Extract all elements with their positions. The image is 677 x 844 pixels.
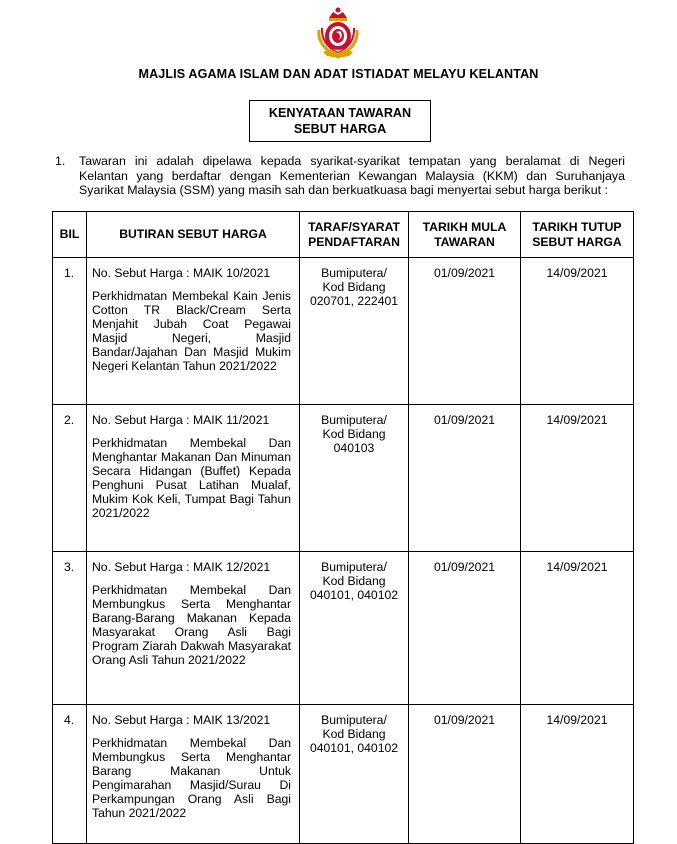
header-tarikh-tutup: TARIKH TUTUP SEBUT HARGA — [521, 212, 634, 258]
row-taraf-line: 040103 — [333, 441, 375, 455]
intro-paragraph — [55, 154, 625, 198]
row-taraf-line: 040101, 040102 — [309, 741, 399, 755]
row-description: Perkhidmatan Membekal Dan Membungkus Serta Menghantar Barang-Barang Makanan Kepada Masyarakat Orang Asli Bagi Program Ziarah Dakwah Masyarakat Orang Asli Tahun 2021/2022 — [92, 583, 291, 667]
row-ref: No. Sebut Harga : MAIK 12/2021 — [92, 560, 271, 574]
quotation-table — [52, 211, 634, 844]
row-ref: No. Sebut Harga : MAIK 13/2021 — [92, 713, 271, 727]
row-butiran — [87, 705, 300, 844]
row-tarikh-tutup: 14/09/2021 — [521, 258, 634, 405]
row-tarikh-mula: 01/09/2021 — [409, 258, 521, 405]
row-taraf-line: Bumiputera/ — [321, 413, 387, 427]
document-title-line2: SEBUT HARGA — [293, 122, 387, 136]
row-taraf — [300, 405, 409, 552]
row-taraf-line: Kod Bidang — [322, 280, 386, 294]
document-title-line1: KENYATAAN TAWARAN — [268, 106, 412, 120]
row-description: Perkhidmatan Membekal Dan Membungkus Serta Menghantar Barang Makanan Untuk Pengimarahan Masjid/Surau Di Perkampungan Orang Asli Bagi Tahun 2021/2022 — [92, 736, 291, 820]
header-tarikh-mula: TARIKH MULA TAWARAN — [409, 212, 521, 258]
row-butiran — [87, 258, 300, 405]
row-taraf — [300, 705, 409, 844]
row-taraf-line: Bumiputera/ — [321, 560, 387, 574]
row-tarikh-mula: 01/09/2021 — [409, 705, 521, 844]
row-taraf-line: 040101, 040102 — [309, 588, 399, 602]
row-ref: No. Sebut Harga : MAIK 10/2021 — [92, 266, 271, 280]
row-bil: 2. — [53, 405, 87, 552]
document-title-box — [249, 100, 431, 142]
row-taraf-line: Kod Bidang — [322, 727, 386, 741]
row-bil: 1. — [53, 258, 87, 405]
intro-line-1: Tawaran ini adalah dipelawa kepada syarikat-syarikat tempatan yang beralamat di Negeri — [79, 154, 625, 168]
row-taraf-line: Bumiputera/ — [321, 713, 387, 727]
intro-line-3: Syarikat Malaysia (SSM) yang masih sah dan berkuatkuasa bagi menyertai sebut harga berikut : — [79, 183, 608, 197]
table-row — [53, 405, 634, 552]
row-butiran — [87, 552, 300, 705]
row-ref: No. Sebut Harga : MAIK 11/2021 — [92, 413, 270, 427]
row-tarikh-tutup: 14/09/2021 — [521, 552, 634, 705]
organization-name: MAJLIS AGAMA ISLAM DAN ADAT ISTIADAT MELAYU KELANTAN — [138, 67, 539, 81]
row-taraf — [300, 552, 409, 705]
table-row — [53, 258, 634, 405]
table-row — [53, 552, 634, 705]
row-taraf-line: 020701, 222401 — [309, 294, 399, 308]
row-tarikh-mula: 01/09/2021 — [409, 405, 521, 552]
row-butiran — [87, 405, 300, 552]
table-header-row — [53, 212, 634, 258]
header-taraf: TARAF/SYARAT PENDAFTARAN — [300, 212, 409, 258]
row-description: Perkhidmatan Membekal Kain Jenis Cotton TR Black/Cream Serta Menjahit Jubah Coat Pegawai Masjid Negeri, Masjid Bandar/Jajahan Dan Masjid Mukim Negeri Kelantan Tahun 2021/2022 — [92, 289, 291, 373]
crest-logo-icon — [309, 6, 367, 60]
header-bil: BIL — [53, 212, 87, 258]
row-tarikh-tutup: 14/09/2021 — [521, 405, 634, 552]
row-bil: 4. — [53, 705, 87, 844]
row-tarikh-tutup: 14/09/2021 — [521, 705, 634, 844]
row-description: Perkhidmatan Membekal Dan Menghantar Makanan Dan Minuman Secara Hidangan (Buffet) Kepada Penghuni Pusat Latihan Mualaf, Mukim Kok Keli, Tumpat Bagi Tahun 2021/2022 — [92, 436, 291, 520]
row-taraf-line: Kod Bidang — [322, 427, 386, 441]
table-row — [53, 705, 634, 844]
row-bil: 3. — [53, 552, 87, 705]
row-taraf-line: Bumiputera/ — [321, 266, 387, 280]
header-butiran: BUTIRAN SEBUT HARGA — [87, 212, 300, 258]
row-taraf — [300, 258, 409, 405]
intro-number: 1. — [55, 154, 66, 168]
row-tarikh-mula: 01/09/2021 — [409, 552, 521, 705]
row-taraf-line: Kod Bidang — [322, 574, 386, 588]
intro-line-2: Kelantan yang berdaftar dengan Kementerian Kewangan Malaysia (KKM) dan Suruhanjaya — [79, 168, 625, 183]
